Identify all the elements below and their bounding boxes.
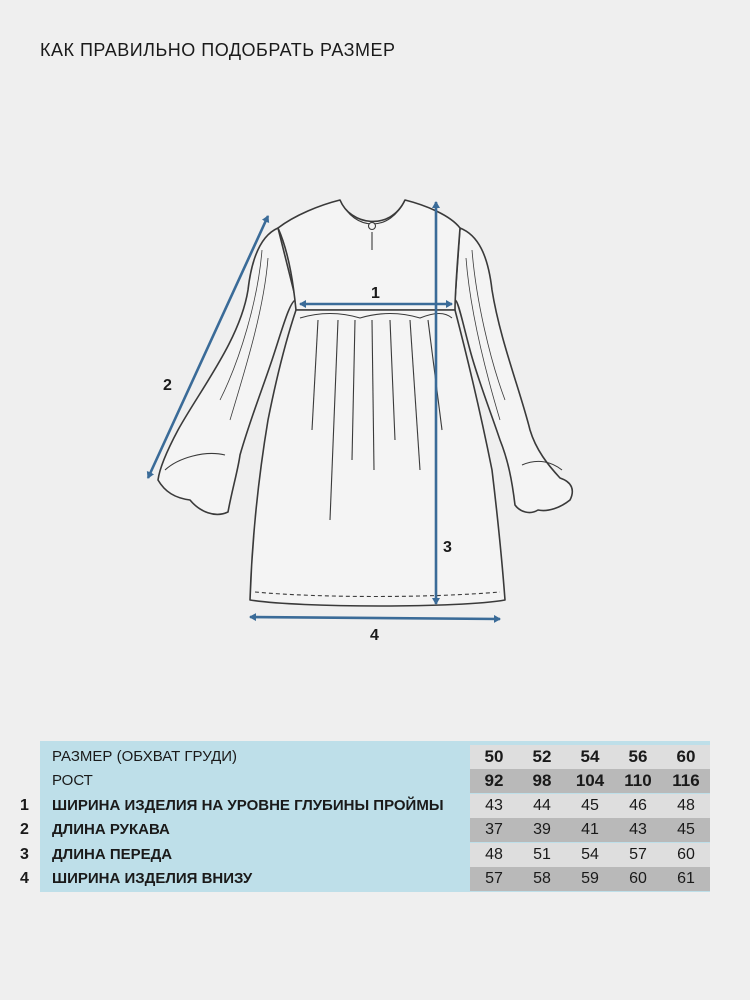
row-label: ДЛИНА РУКАВА — [52, 821, 170, 838]
cell: 44 — [533, 797, 551, 814]
cell: 59 — [581, 870, 599, 887]
cell: 51 — [533, 846, 551, 863]
cell: 45 — [677, 821, 695, 838]
cell: 58 — [533, 870, 551, 887]
cell: 46 — [629, 797, 647, 814]
cell: 52 — [532, 747, 552, 766]
row-values — [470, 867, 710, 891]
table-row — [20, 843, 710, 867]
cell: 60 — [676, 747, 696, 766]
dress-outline — [158, 200, 572, 606]
cell: 39 — [533, 821, 551, 838]
measure-line-4 — [250, 617, 500, 619]
measure-label-2: 2 — [163, 377, 172, 394]
cell: 116 — [672, 771, 700, 790]
row-label: ШИРИНА ИЗДЕЛИЯ ВНИЗУ — [52, 870, 253, 887]
table-row — [20, 818, 710, 842]
table-row — [40, 769, 710, 793]
cell: 57 — [629, 846, 647, 863]
row-values — [470, 769, 710, 793]
cell: 98 — [532, 771, 552, 790]
cell: 60 — [629, 870, 647, 887]
size-table — [20, 741, 710, 892]
cell: 104 — [575, 771, 605, 790]
row-label: РАЗМЕР (ОБХВАТ ГРУДИ) — [52, 748, 238, 765]
cell: 57 — [485, 870, 503, 887]
cell: 43 — [629, 821, 647, 838]
cell: 48 — [485, 846, 503, 863]
measure-label-3: 3 — [443, 539, 452, 556]
cell: 56 — [628, 747, 648, 766]
dress-diagram — [0, 180, 750, 650]
row-values — [470, 818, 710, 842]
row-values — [470, 745, 710, 769]
row-label: РОСТ — [52, 772, 93, 789]
row-label: ДЛИНА ПЕРЕДА — [52, 846, 173, 863]
row-values — [470, 794, 710, 818]
page-title: КАК ПРАВИЛЬНО ПОДОБРАТЬ РАЗМЕР — [40, 40, 396, 60]
row-label: ШИРИНА ИЗДЕЛИЯ НА УРОВНЕ ГЛУБИНЫ ПРОЙМЫ — [52, 797, 444, 814]
cell: 60 — [677, 846, 695, 863]
cell: 41 — [581, 821, 599, 838]
cell: 110 — [624, 771, 652, 790]
cell: 92 — [484, 771, 504, 790]
row-number: 1 — [20, 797, 29, 814]
measure-label-1: 1 — [371, 285, 380, 302]
row-number: 3 — [20, 846, 29, 863]
table-row — [20, 867, 710, 891]
cell: 37 — [485, 821, 503, 838]
cell: 48 — [677, 797, 695, 814]
cell: 54 — [580, 747, 600, 766]
measure-label-4: 4 — [370, 627, 379, 644]
cell: 54 — [581, 846, 599, 863]
table-row — [20, 794, 710, 818]
cell: 50 — [484, 747, 504, 766]
cell: 45 — [581, 797, 599, 814]
cell: 61 — [677, 870, 695, 887]
row-number: 2 — [20, 821, 29, 838]
row-values — [470, 843, 710, 867]
row-number: 4 — [20, 870, 29, 887]
cell: 43 — [485, 797, 503, 814]
table-row — [40, 745, 710, 769]
